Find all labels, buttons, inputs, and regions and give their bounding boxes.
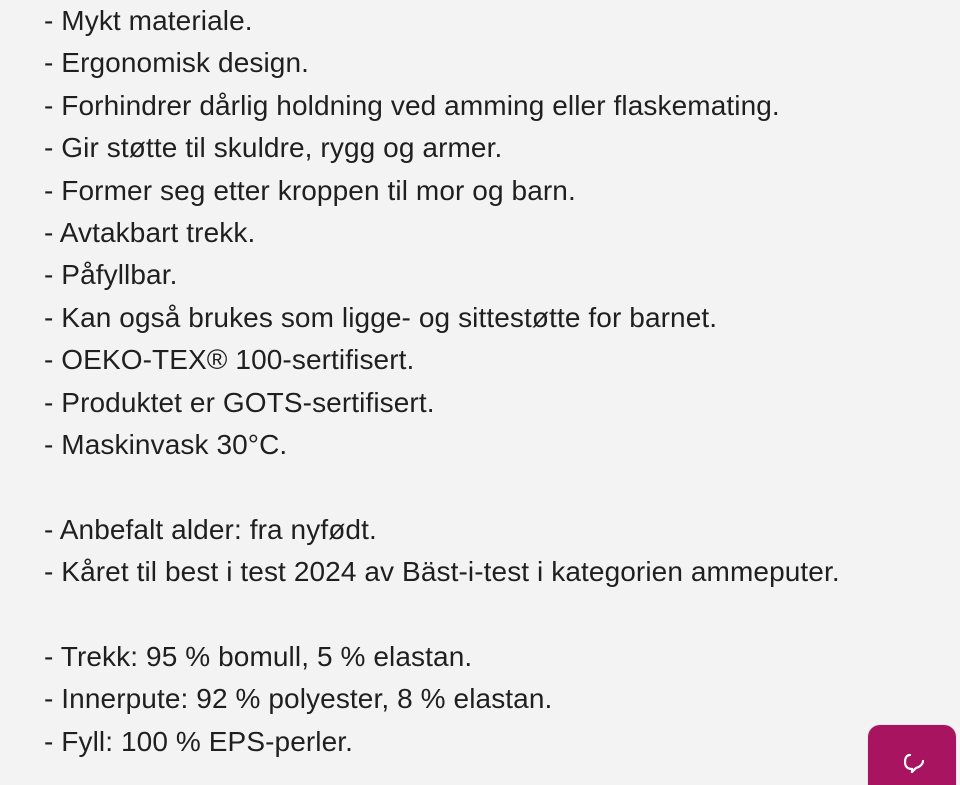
feature-line: - Kåret til best i test 2024 av Bäst-i-test i kategorien ammeputer. [44, 556, 840, 588]
feature-line: - Maskinvask 30°C. [44, 428, 288, 460]
material-line: - Innerpute: 92 % polyester, 8 % elastan. [44, 683, 553, 715]
material-line: - Trekk: 95 % bomull, 5 % elastan. [44, 640, 473, 672]
blank-line [44, 466, 944, 508]
product-description [44, 0, 944, 763]
feature-line: - Forhindrer dårlig holdning ved amming eller flaskemating. [44, 89, 780, 121]
feature-line: - Mykt materiale. [44, 5, 253, 36]
blank-line [44, 593, 944, 635]
chat-button[interactable] [868, 725, 956, 785]
feature-line: - Anbefalt alder: fra nyfødt. [44, 513, 377, 545]
feature-line: - Former seg etter kroppen til mor og barn. [44, 174, 576, 206]
feature-line: - Gir støtte til skuldre, rygg og armer. [44, 132, 503, 164]
chat-bubble-icon [904, 753, 924, 773]
feature-line: - Påfyllbar. [44, 259, 178, 291]
feature-line: - Produktet er GOTS-sertifisert. [44, 386, 435, 418]
feature-line: - Kan også brukes som ligge- og sittestøtte for barnet. [44, 301, 718, 333]
material-line: - Fyll: 100 % EPS-perler. [44, 725, 354, 757]
feature-line: - Ergonomisk design. [44, 47, 310, 79]
feature-line: - Avtakbart trekk. [44, 216, 256, 248]
feature-line: - OEKO-TEX® 100-sertifisert. [44, 344, 415, 376]
